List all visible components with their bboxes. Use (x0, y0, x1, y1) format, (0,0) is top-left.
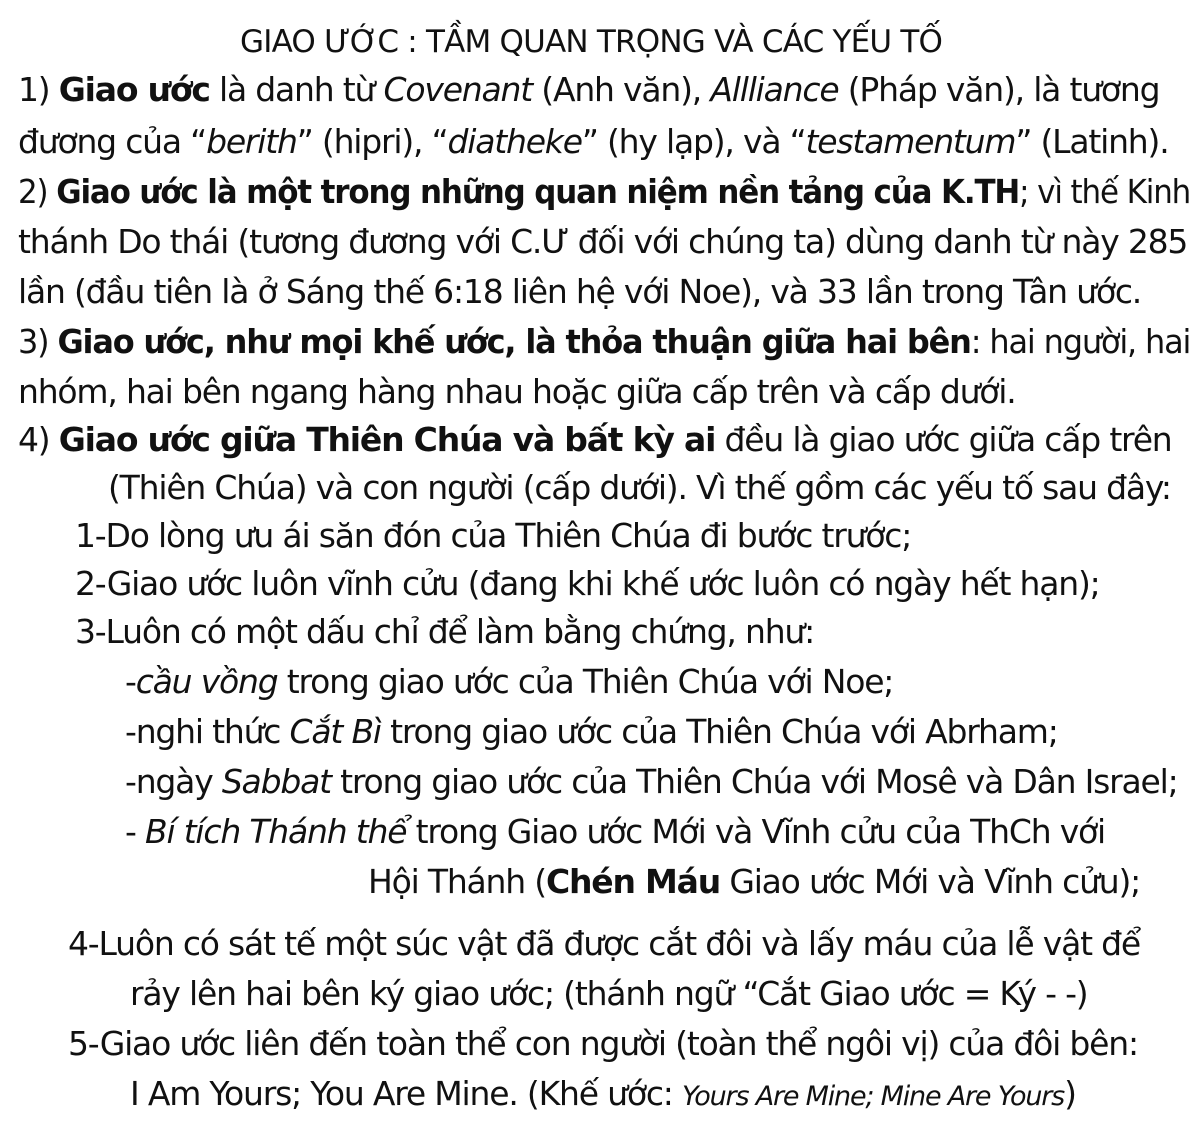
paragraph-2-line-1: 2) Giao ước là một trong những quan niệm nền tảng của K.TH; vì thế Kinh (18, 172, 1191, 211)
sub-item-eucharist-cont: Hội Thánh (Chén Máu Giao ước Mới và Vĩnh cửu); (368, 862, 1141, 901)
paragraph-number: 4) (18, 420, 59, 459)
paragraph-1-line-2: đương của “berith” (hipri), “diatheke” (hy lạp), và “testamentum” (Latinh). (18, 122, 1169, 161)
bold-term: Chén Máu (545, 862, 721, 901)
italic-term: cầu vồng (135, 662, 278, 701)
paragraph-3-line-1: 3) Giao ước, như mọi khế ước, là thỏa thuận giữa hai bên: hai người, hai (18, 322, 1191, 361)
sub-item-rainbow: -cầu vồng trong giao ước của Thiên Chúa với Noe; (125, 662, 894, 701)
paragraph-4-line-2: (Thiên Chúa) và con người (cấp dưới). Vì thế gồm các yếu tố sau đây: (108, 468, 1171, 507)
paragraph-number: 1) (18, 70, 59, 109)
paragraph-number: 2) (18, 172, 57, 211)
list-item-4-cont: rảy lên hai bên ký giao ước; (thánh ngữ “Cắt Giao ước = Ký - -) (130, 974, 1088, 1013)
sub-item-eucharist: - Bí tích Thánh thể trong Giao ước Mới và Vĩnh cửu của ThCh với (125, 812, 1105, 851)
bold-term: Giao ước (58, 70, 210, 109)
paragraph-3-line-2: nhóm, hai bên ngang hàng nhau hoặc giữa cấp trên và cấp dưới. (18, 372, 1016, 411)
italic-term: diatheke (447, 122, 582, 161)
bold-term: Giao ước, như mọi khế ước, là thỏa thuận giữa hai bên (57, 322, 971, 361)
paragraph-4-line-1: 4) Giao ước giữa Thiên Chúa và bất kỳ ai đều là giao ước giữa cấp trên (18, 420, 1172, 459)
list-item-5: 5-Giao ước liên đến toàn thể con người (toàn thể ngôi vị) của đôi bên: (68, 1024, 1138, 1063)
bold-term: Giao ước là một trong những quan niệm nền tảng của K.TH (56, 172, 1020, 211)
italic-term: Cắt Bì (289, 712, 381, 751)
document-title: GIAO ƯỚC : TẦM QUAN TRỌNG VÀ CÁC YẾU TỐ (240, 24, 943, 60)
list-item-3: 3-Luôn có một dấu chỉ để làm bằng chứng, như: (75, 612, 815, 651)
paragraph-number: 3) (18, 322, 58, 361)
italic-term: Sabbat (221, 762, 331, 801)
list-item-5-cont: I Am Yours; You Are Mine. (Khế ước: Yours Are Mine; Mine Are Yours) (130, 1074, 1076, 1113)
list-item-1: 1-Do lòng ưu ái săn đón của Thiên Chúa đi bước trước; (75, 516, 912, 555)
list-item-4: 4-Luôn có sát tế một súc vật đã được cắt đôi và lấy máu của lễ vật để (68, 924, 1141, 963)
italic-term: Yours Are Mine; Mine Are Yours (681, 1081, 1065, 1112)
italic-term: berith (206, 122, 297, 161)
italic-term: testamentum (805, 122, 1016, 161)
paragraph-2-line-2: thánh Do thái (tương đương với C.Ư đối với chúng ta) dùng danh từ này 285 (18, 222, 1188, 261)
paragraph-2-line-3: lần (đầu tiên là ở Sáng thế 6:18 liên hệ với Noe), và 33 lần trong Tân ước. (18, 272, 1142, 311)
sub-item-circumcision: -nghi thức Cắt Bì trong giao ước của Thiên Chúa với Abrham; (125, 712, 1058, 751)
paragraph-1-line-1: 1) Giao ước là danh từ Covenant (Anh văn), Allliance (Pháp văn), là tương (18, 70, 1160, 109)
list-item-2: 2-Giao ước luôn vĩnh cửu (đang khi khế ước luôn có ngày hết hạn); (75, 564, 1100, 603)
bold-term: Giao ước giữa Thiên Chúa và bất kỳ ai (58, 420, 716, 459)
sub-item-sabbath: -ngày Sabbat trong giao ước của Thiên Chúa với Mosê và Dân Israel; (125, 762, 1178, 801)
italic-term: Bí tích Thánh thể (145, 812, 407, 851)
italic-term: Covenant (383, 70, 532, 109)
italic-term: Allliance (710, 70, 839, 109)
